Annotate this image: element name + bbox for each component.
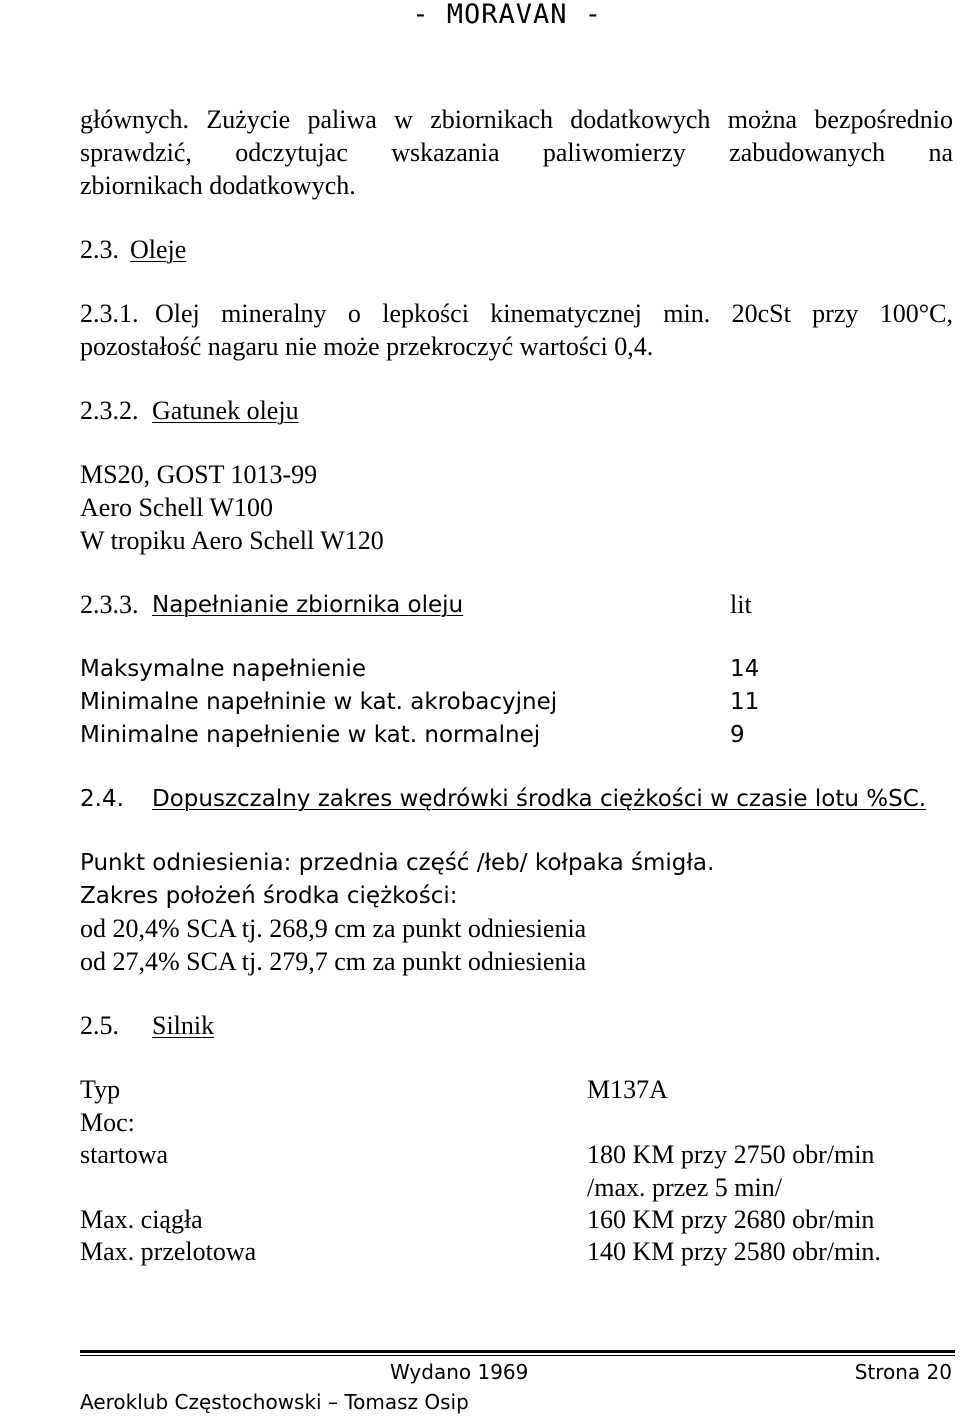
section-2-3-2-title: Gatunek oleju [152, 396, 299, 425]
oil-grade: Aero Schell W100 [80, 493, 274, 522]
section-2-5-number: 2.5. [80, 1011, 119, 1040]
cg-reference-line: Punkt odniesienia: przednia część /łeb/ kołpaka śmigła. [80, 850, 715, 876]
footer-page-number: Strona 20 [854, 1360, 952, 1384]
engine-takeoff-note: /max. przez 5 min/ [587, 1173, 782, 1202]
engine-type-value: M137A [587, 1075, 668, 1104]
cg-range-heading: Zakres położeń środka ciężkości: [80, 883, 458, 909]
cg-range: od 27,4% SCA tj. 279,7 cm za punkt odniesienia [80, 947, 587, 976]
engine-maxcont-value: 160 KM przy 2680 obr/min [587, 1205, 875, 1234]
section-2-3-1-number: 2.3.1. [80, 299, 139, 328]
section-2-4-number: 2.4. [80, 786, 124, 812]
oil-row-label: Minimalne napełnienie w kat. normalnej [80, 722, 541, 748]
footer-issued: Wydano 1969 [390, 1360, 529, 1384]
section-2-4-title: Dopuszczalny zakres wędrówki środka ciężkości w czasie lotu %SC. [152, 786, 927, 812]
oil-row-value: 9 [730, 722, 745, 748]
engine-takeoff-value: 180 KM przy 2750 obr/min [587, 1140, 875, 1169]
running-header: - MORAVAN - [412, 0, 602, 30]
oil-row-value: 14 [730, 656, 760, 682]
intro-line-1: głównych. Zużycie paliwa w zbiornikach dodatkowych można bezpośrednio [80, 105, 953, 134]
unit-label: lit [730, 590, 752, 619]
oil-row-value: 11 [730, 689, 760, 715]
oil-grade: MS20, GOST 1013-99 [80, 460, 318, 489]
section-2-3-1-line-2: pozostałość nagaru nie może przekroczyć wartości 0,4. [80, 332, 654, 361]
section-2-3-1-line-1: Olej mineralny o lepkości kinematycznej min. 20cSt przy 100°C, [155, 299, 953, 328]
section-2-3-3-number: 2.3.3. [80, 590, 139, 619]
engine-takeoff-label: startowa [80, 1140, 169, 1169]
section-2-3-number: 2.3. [80, 235, 119, 264]
engine-type-label: Typ [80, 1075, 121, 1104]
intro-line-3: zbiornikach dodatkowych. [80, 171, 356, 200]
oil-row-label: Maksymalne napełnienie [80, 656, 366, 682]
section-2-3-3-title: Napełnianie zbiornika oleju [152, 592, 464, 618]
section-2-3-title: Oleje [130, 235, 187, 264]
engine-power-label: Moc: [80, 1108, 135, 1137]
footer-author: Aeroklub Częstochowski – Tomasz Osip [80, 1390, 469, 1414]
engine-maxcont-label: Max. ciągła [80, 1205, 203, 1234]
engine-cruise-value: 140 KM przy 2580 obr/min. [587, 1237, 881, 1266]
oil-grade: W tropiku Aero Schell W120 [80, 526, 384, 555]
section-2-5-title: Silnik [152, 1011, 215, 1040]
cg-range: od 20,4% SCA tj. 268,9 cm za punkt odniesienia [80, 914, 587, 943]
footer-rule-thin [80, 1355, 955, 1356]
oil-row-label: Minimalne napełninie w kat. akrobacyjnej [80, 689, 558, 715]
footer-rule-thick [80, 1350, 955, 1353]
engine-cruise-label: Max. przelotowa [80, 1237, 257, 1266]
intro-line-2: sprawdzić, odczytujac wskazania paliwomierzy zabudowanych na [80, 138, 953, 167]
section-2-3-2-number: 2.3.2. [80, 396, 139, 425]
